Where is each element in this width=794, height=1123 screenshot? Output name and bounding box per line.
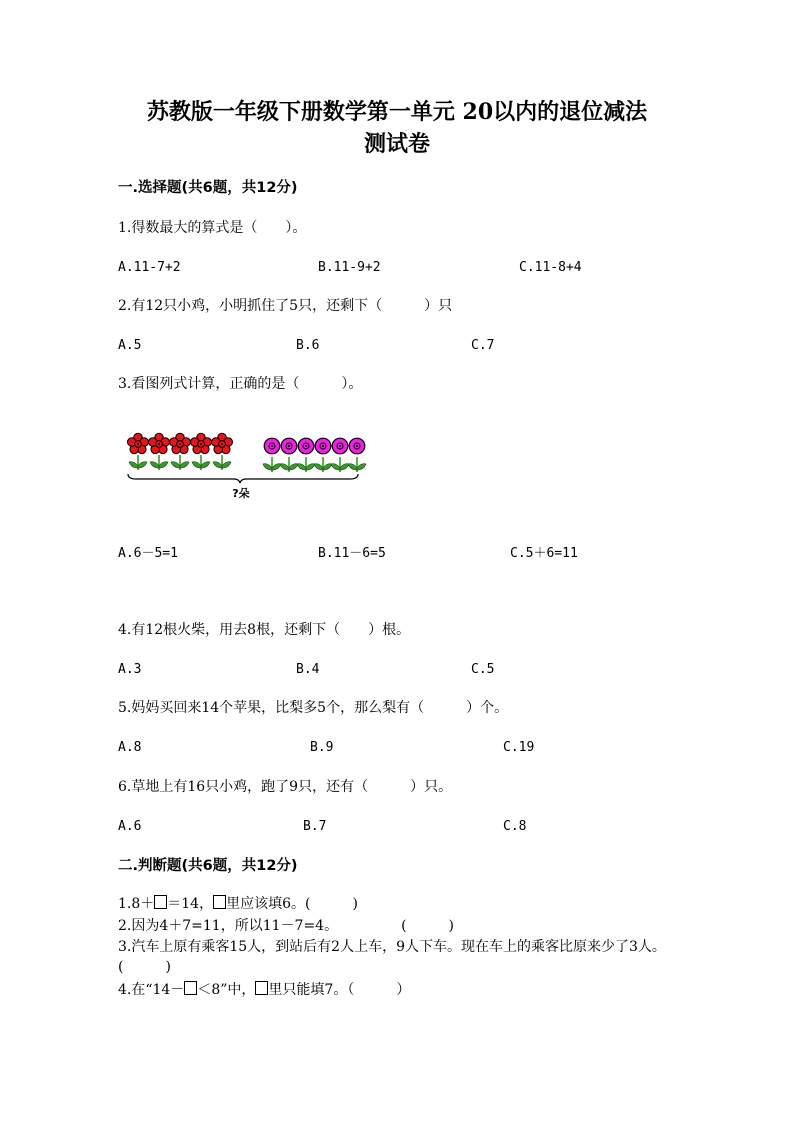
- judge-4-part-c: 里只能填7。（ ）: [268, 982, 411, 998]
- question-3-stem: 3.看图列式计算，正确的是（ ）。: [118, 376, 363, 392]
- section2-heading: 二.判断题(共6题，共12分): [118, 858, 298, 874]
- judge-1-part-c: 里应该填6。( ): [226, 896, 358, 912]
- q2-option-c[interactable]: C.7: [471, 338, 495, 353]
- judge-1-part-a: 1.8＋: [118, 896, 155, 912]
- q4-option-b[interactable]: B.4: [296, 662, 320, 677]
- purple-flower: [263, 438, 281, 472]
- judge-4-part-a: 4.在“14－: [118, 982, 185, 998]
- q4-option-a[interactable]: A.3: [118, 662, 142, 677]
- question-2-stem: 2.有12只小鸡，小明抓住了5只，还剩下（ ）只: [118, 298, 453, 314]
- judge-1-part-b: ＝14，: [167, 896, 214, 912]
- purple-flower: [280, 438, 298, 472]
- q2-option-b[interactable]: B.6: [296, 338, 320, 353]
- q4-option-c[interactable]: C.5: [471, 662, 495, 677]
- q5-option-a[interactable]: A.8: [118, 740, 142, 755]
- purple-flower: [331, 438, 349, 472]
- judge-4-part-b: ＜8”中，: [197, 982, 256, 998]
- q3-option-a[interactable]: A.6－5=1: [118, 546, 178, 561]
- q5-option-c[interactable]: C.19: [503, 740, 535, 755]
- red-flower: [149, 433, 170, 470]
- question-6-stem: 6.草地上有16只小鸡，跑了9只，还有（ ）只。: [118, 779, 453, 795]
- red-flower: [128, 433, 149, 470]
- red-flowers-group: [128, 433, 233, 470]
- judge-item-2: 2.因为4＋7=11，所以11－7=4。 ( ): [118, 918, 454, 934]
- purple-flowers-group: [263, 438, 366, 472]
- page-title-line1: 苏教版一年级下册数学第一单元 20以内的退位减法: [146, 99, 648, 125]
- blank-box: [154, 895, 167, 909]
- red-flower: [191, 433, 212, 470]
- q2-option-a[interactable]: A.5: [118, 338, 142, 353]
- question-1-stem: 1.得数最大的算式是（ ）。: [118, 220, 307, 236]
- red-flower: [212, 433, 233, 470]
- q6-option-b[interactable]: B.7: [303, 819, 327, 834]
- purple-flower: [348, 438, 366, 472]
- blank-box: [255, 981, 268, 995]
- flowers-figure: [124, 428, 374, 510]
- q6-option-c[interactable]: C.8: [503, 819, 527, 834]
- q6-option-a[interactable]: A.6: [118, 819, 142, 834]
- q1-option-c[interactable]: C.11-8+4: [519, 260, 582, 275]
- purple-flower: [314, 438, 332, 472]
- judge-item-3: 3.汽车上原有乘客15人，到站后有2人上车，9人下车。现在车上的乘客比原来少了3人。( ): [118, 939, 666, 975]
- section1-heading: 一.选择题(共6题，共12分): [118, 180, 298, 196]
- q3-option-b[interactable]: B.11－6=5: [318, 546, 386, 561]
- blank-box: [184, 981, 197, 995]
- q1-option-b[interactable]: B.11-9+2: [318, 260, 381, 275]
- judge-item-4: [118, 980, 678, 1000]
- blank-box: [213, 895, 226, 909]
- brace: [128, 474, 358, 483]
- purple-flower: [297, 438, 315, 472]
- judge-item-1: [118, 894, 678, 914]
- page-title-line2: 测试卷: [363, 131, 430, 157]
- question-5-stem: 5.妈妈买回来14个苹果，比梨多5个，那么梨有（ ）个。: [118, 700, 509, 716]
- question-4-stem: 4.有12根火柴，用去8根，还剩下（ ）根。: [118, 622, 411, 638]
- red-flower: [170, 433, 191, 470]
- figure-question-label: ?朵: [232, 487, 250, 500]
- q3-option-c[interactable]: C.5＋6=11: [510, 546, 578, 561]
- q1-option-a[interactable]: A.11-7+2: [118, 260, 181, 275]
- q5-option-b[interactable]: B.9: [310, 740, 334, 755]
